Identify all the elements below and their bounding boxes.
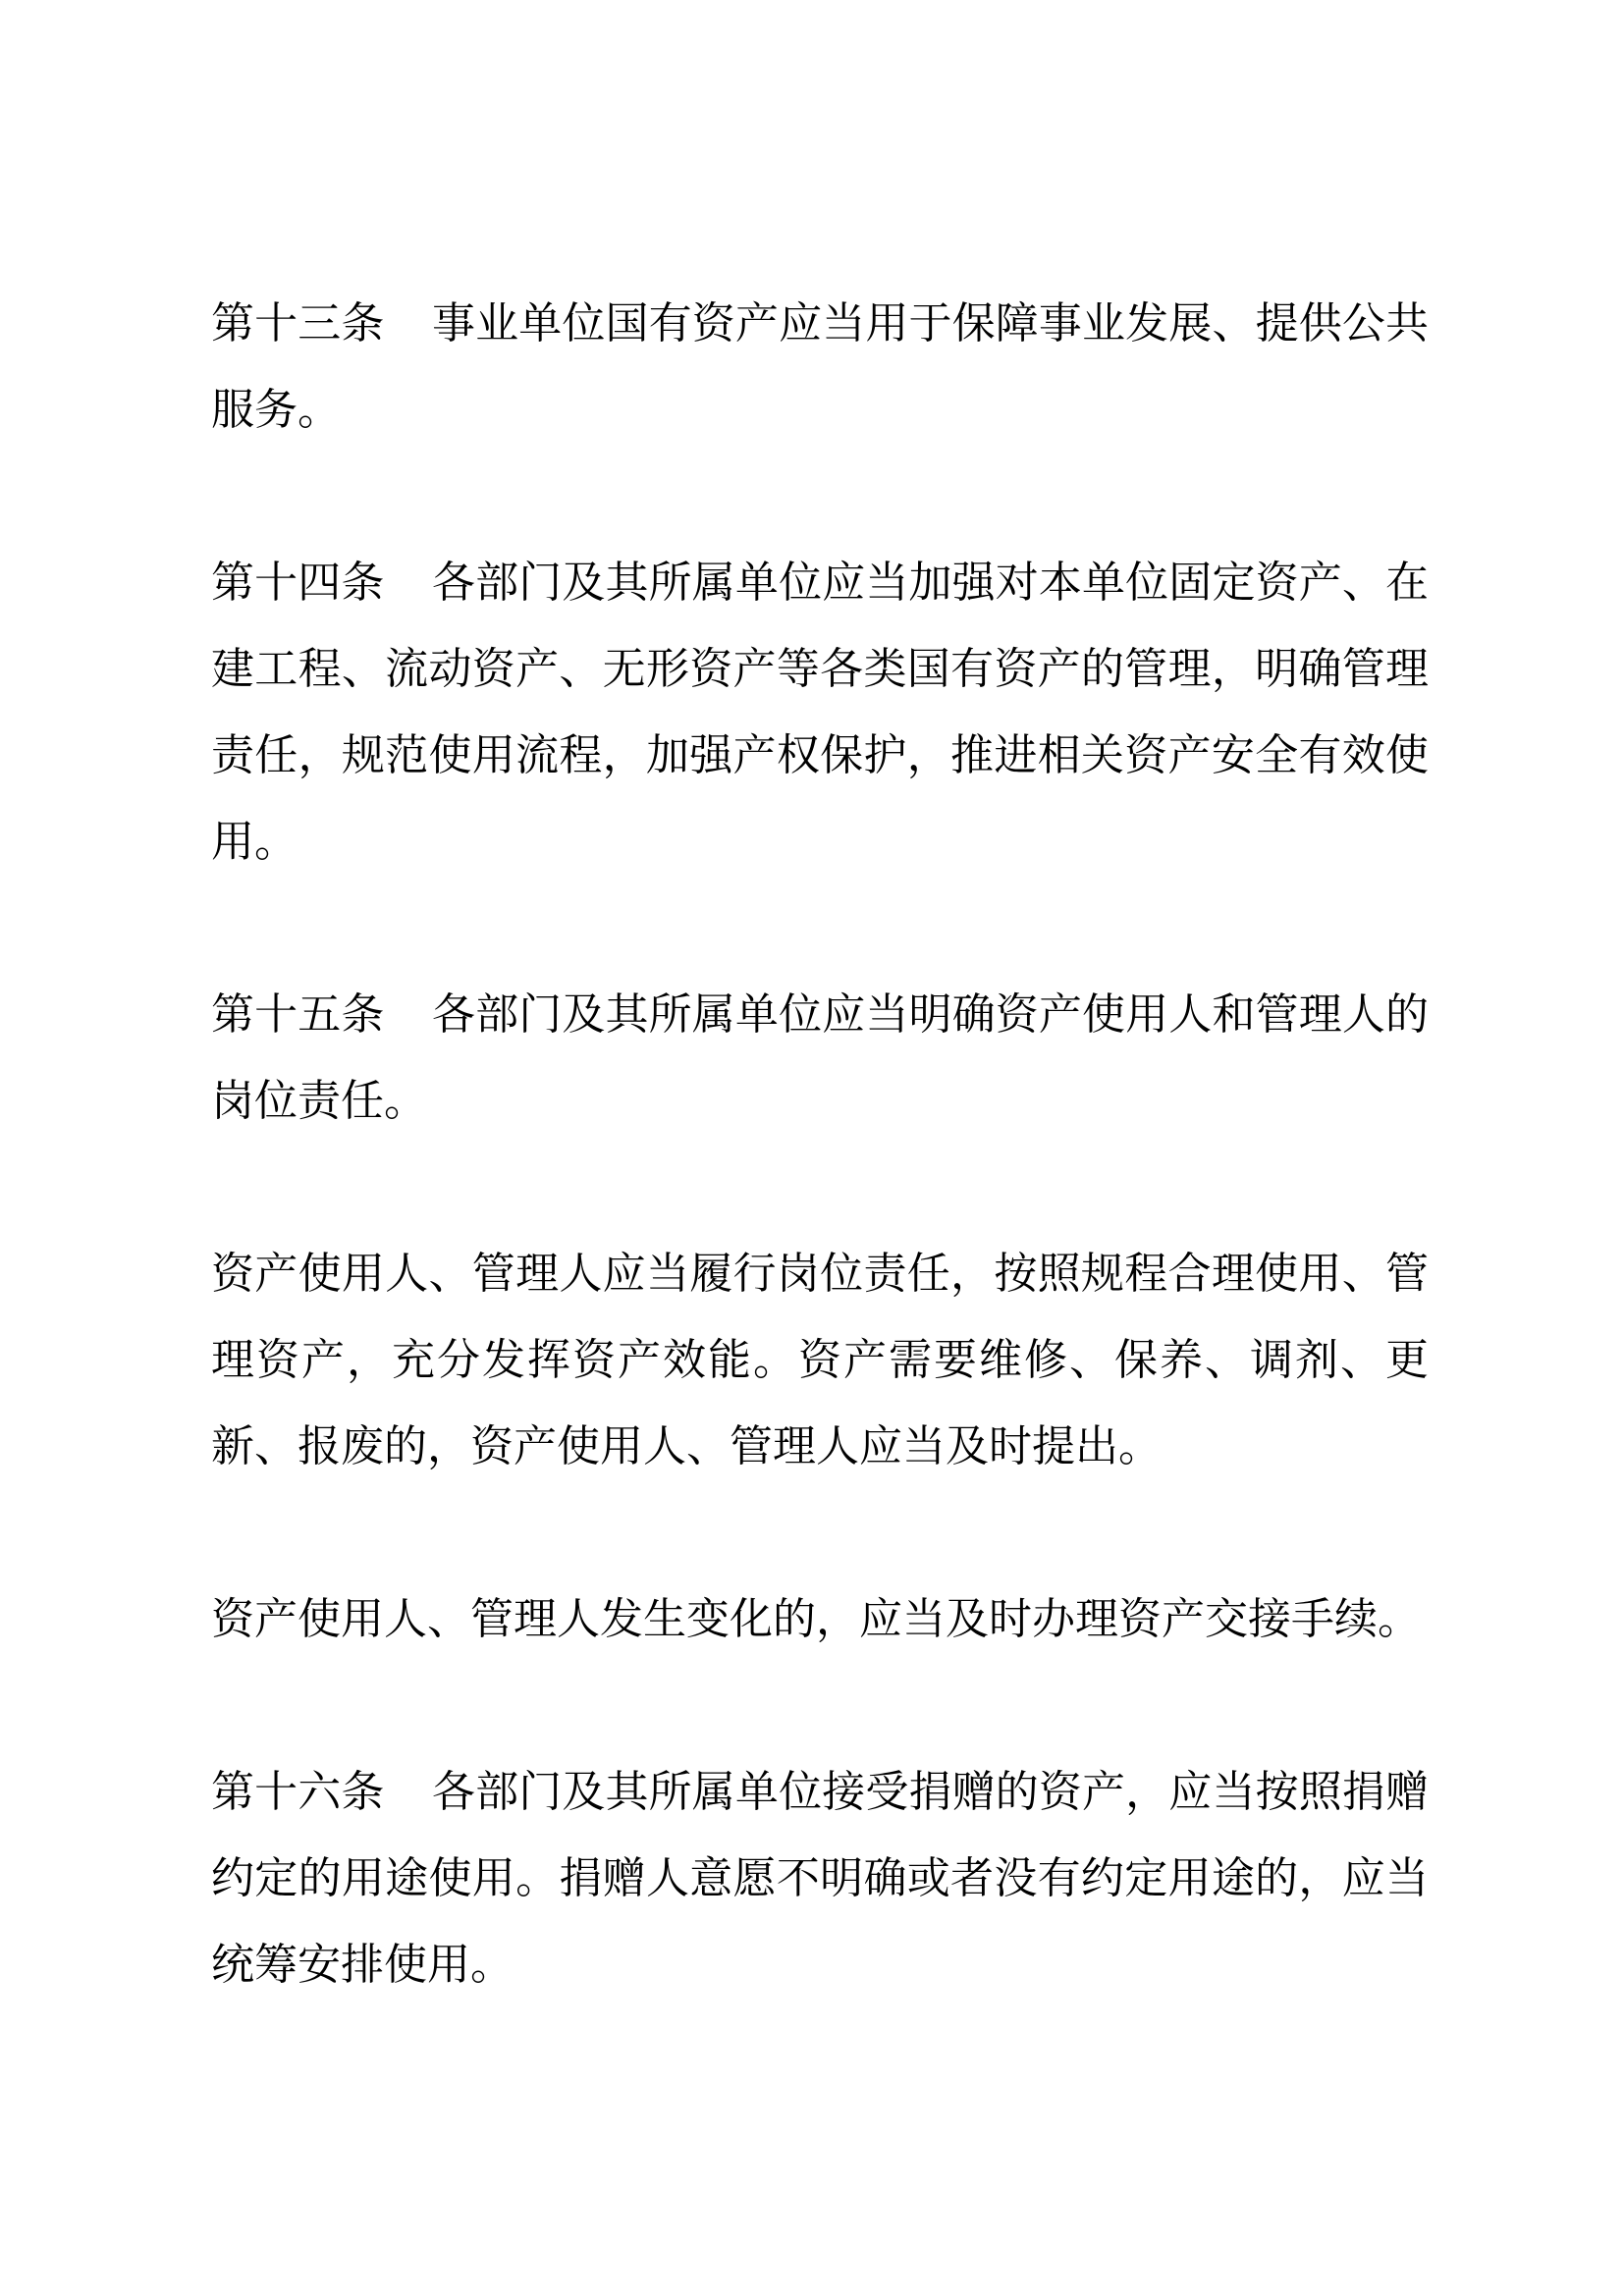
paragraph [211,281,1429,454]
paragraph [211,972,1429,1145]
article-number: 第十四条 [211,559,385,607]
paragraph-text: 事业单位国有资产应当用于保障事业发展、提供公共服务。 [211,299,1430,434]
paragraph [211,1749,1429,2008]
paragraph [211,1576,1429,1663]
paragraph-text: 各部门及其所属单位应当明确资产使用人和管理人的岗位责任。 [211,990,1430,1125]
paragraph [211,540,1429,885]
article-number: 第十三条 [211,299,385,347]
paragraph-text: 资产使用人、管理人发生变化的，应当及时办理资产交接手续。 [211,1595,1421,1643]
article-number: 第十六条 [211,1768,385,1816]
paragraph [211,1231,1429,1490]
article-number: 第十五条 [211,990,385,1039]
paragraph-text: 资产使用人、管理人应当履行岗位责任，按照规程合理使用、管理资产，充分发挥资产效能。资产需要维修、保养、调剂、更新、报废的，资产使用人、管理人应当及时提出。 [211,1250,1429,1470]
paragraph-text: 各部门及其所属单位接受捐赠的资产，应当按照捐赠约定的用途使用。捐赠人意愿不明确或者没有约定用途的，应当统筹安排使用。 [211,1768,1430,1989]
paragraph-text: 各部门及其所属单位应当加强对本单位固定资产、在建工程、流动资产、无形资产等各类国有资产的管理，明确管理责任，规范使用流程，加强产权保护，推进相关资产安全有效使用。 [211,559,1430,866]
